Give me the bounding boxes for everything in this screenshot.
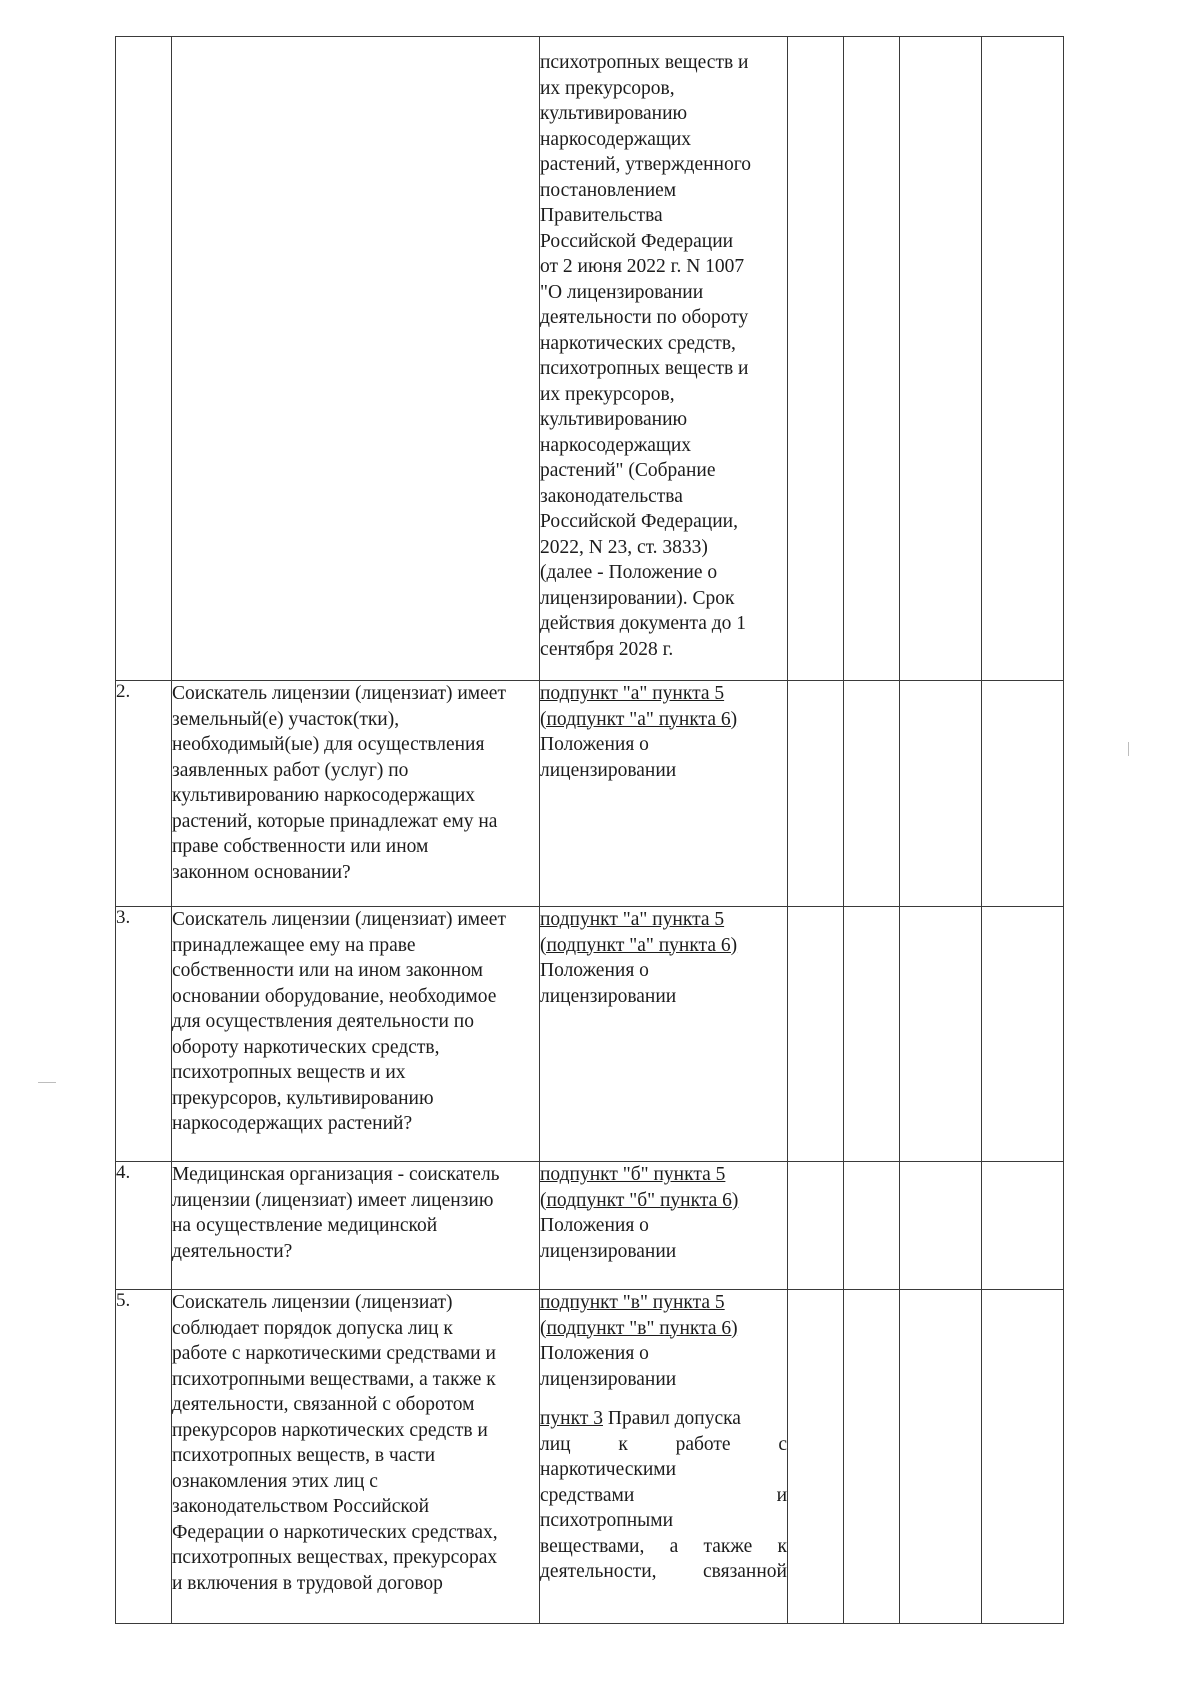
reference-link[interactable]: (подпункт "а" пункта 6) [540, 934, 738, 956]
answer-cell [982, 907, 1064, 1162]
reference-link[interactable]: подпункт "а" пункта 5 [540, 683, 725, 704]
requirement-question: Соискатель лицензии (лицензиат) соблюдает порядок допуска лиц к работе с наркотическими средствами и психотропными веществами, а также к деятельности, связанной с оборотом прекурсоров наркотических средств и психотропных веществ, в части ознакомления этих лиц с законодательством Российской Федерации о наркотических средствах, психотропных веществах, прекурсорах и включения в трудовой договор [172, 1290, 540, 1624]
answer-cell [900, 37, 982, 681]
reference-link[interactable]: (подпункт "а" пункта 6) [540, 708, 738, 730]
answer-cell [844, 1290, 900, 1624]
answer-cell [788, 907, 844, 1162]
row-number [116, 37, 172, 681]
reference-link[interactable]: подпункт "а" пункта 5 [540, 909, 725, 930]
legal-reference: психотропных веществ и их прекурсоров, культивированию наркосодержащих растений, утвержденного постановлением Правительства Российской Федерации от 2 июня 2022 г. N 1007 "О лицензировании деятельности по обороту наркотических средств, психотропных веществ и их прекурсоров, культивированию наркосодержащих растений" (Собрание законодательства Российской Федерации, 2022, N 23, ст. 3833) (далее - Положение о лицензировании). Срок действия документа до 1 сентября 2028 г. [540, 37, 788, 681]
requirement-question: Медицинская организация - соискатель лицензии (лицензиат) имеет лицензию на осуществление медицинской деятельности? [172, 1162, 540, 1290]
table-row [116, 681, 1064, 907]
answer-cell [982, 37, 1064, 681]
legal-reference: подпункт "б" пункта 5 (подпункт "б" пункта 6) Положения о лицензировании [540, 1162, 788, 1290]
reference-link[interactable]: (подпункт "в" пункта 6) [540, 1317, 738, 1339]
answer-cell [900, 681, 982, 907]
answer-cell [982, 1290, 1064, 1624]
scan-artifact [38, 1082, 56, 1083]
answer-cell [900, 1162, 982, 1290]
answer-cell [844, 681, 900, 907]
table-row [116, 907, 1064, 1162]
answer-cell [844, 37, 900, 681]
legal-reference: подпункт "в" пункта 5 (подпункт "в" пункта 6) Положения о лицензировании пункт 3 Правил допуска лиц к работе с наркотическими средствами и психотропными веществами, а также к деятельности, связанной [540, 1290, 788, 1624]
answer-cell [788, 1162, 844, 1290]
table-row [116, 37, 1064, 681]
legal-reference: подпункт "а" пункта 5 (подпункт "а" пункта 6) Положения о лицензировании [540, 681, 788, 907]
reference-link[interactable]: (подпункт "б" пункта 6) [540, 1189, 739, 1211]
reference-link[interactable]: подпункт "в" пункта 5 [540, 1292, 725, 1313]
answer-cell [982, 681, 1064, 907]
scan-artifact [1128, 742, 1129, 756]
answer-cell [788, 37, 844, 681]
reference-link[interactable]: пункт 3 [540, 1408, 603, 1429]
legal-reference: подпункт "а" пункта 5 (подпункт "а" пункта 6) Положения о лицензировании [540, 907, 788, 1162]
row-number: 4. [116, 1162, 172, 1290]
row-number: 3. [116, 907, 172, 1162]
answer-cell [900, 1290, 982, 1624]
reference-rules: пункт 3 Правил допуска [540, 1408, 741, 1429]
row-number: 2. [116, 681, 172, 907]
table-row [116, 1162, 1064, 1290]
requirement-question [172, 37, 540, 681]
answer-cell [788, 681, 844, 907]
answer-cell [900, 907, 982, 1162]
row-number: 5. [116, 1290, 172, 1624]
checklist-table [115, 36, 1064, 1624]
table-row [116, 1290, 1064, 1624]
answer-cell [788, 1290, 844, 1624]
answer-cell [844, 907, 900, 1162]
answer-cell [982, 1162, 1064, 1290]
requirement-question: Соискатель лицензии (лицензиат) имеет принадлежащее ему на праве собственности или на ином законном основании оборудование, необходимое для осуществления деятельности по обороту наркотических средств, психотропных веществ и их прекурсоров, культивированию наркосодержащих растений? [172, 907, 540, 1162]
answer-cell [844, 1162, 900, 1290]
reference-link[interactable]: подпункт "б" пункта 5 [540, 1164, 726, 1185]
requirement-question: Соискатель лицензии (лицензиат) имеет земельный(е) участок(тки), необходимый(ые) для осуществления заявленных работ (услуг) по культивированию наркосодержащих растений, которые принадлежат ему на праве собственности или ином законном основании? [172, 681, 540, 907]
